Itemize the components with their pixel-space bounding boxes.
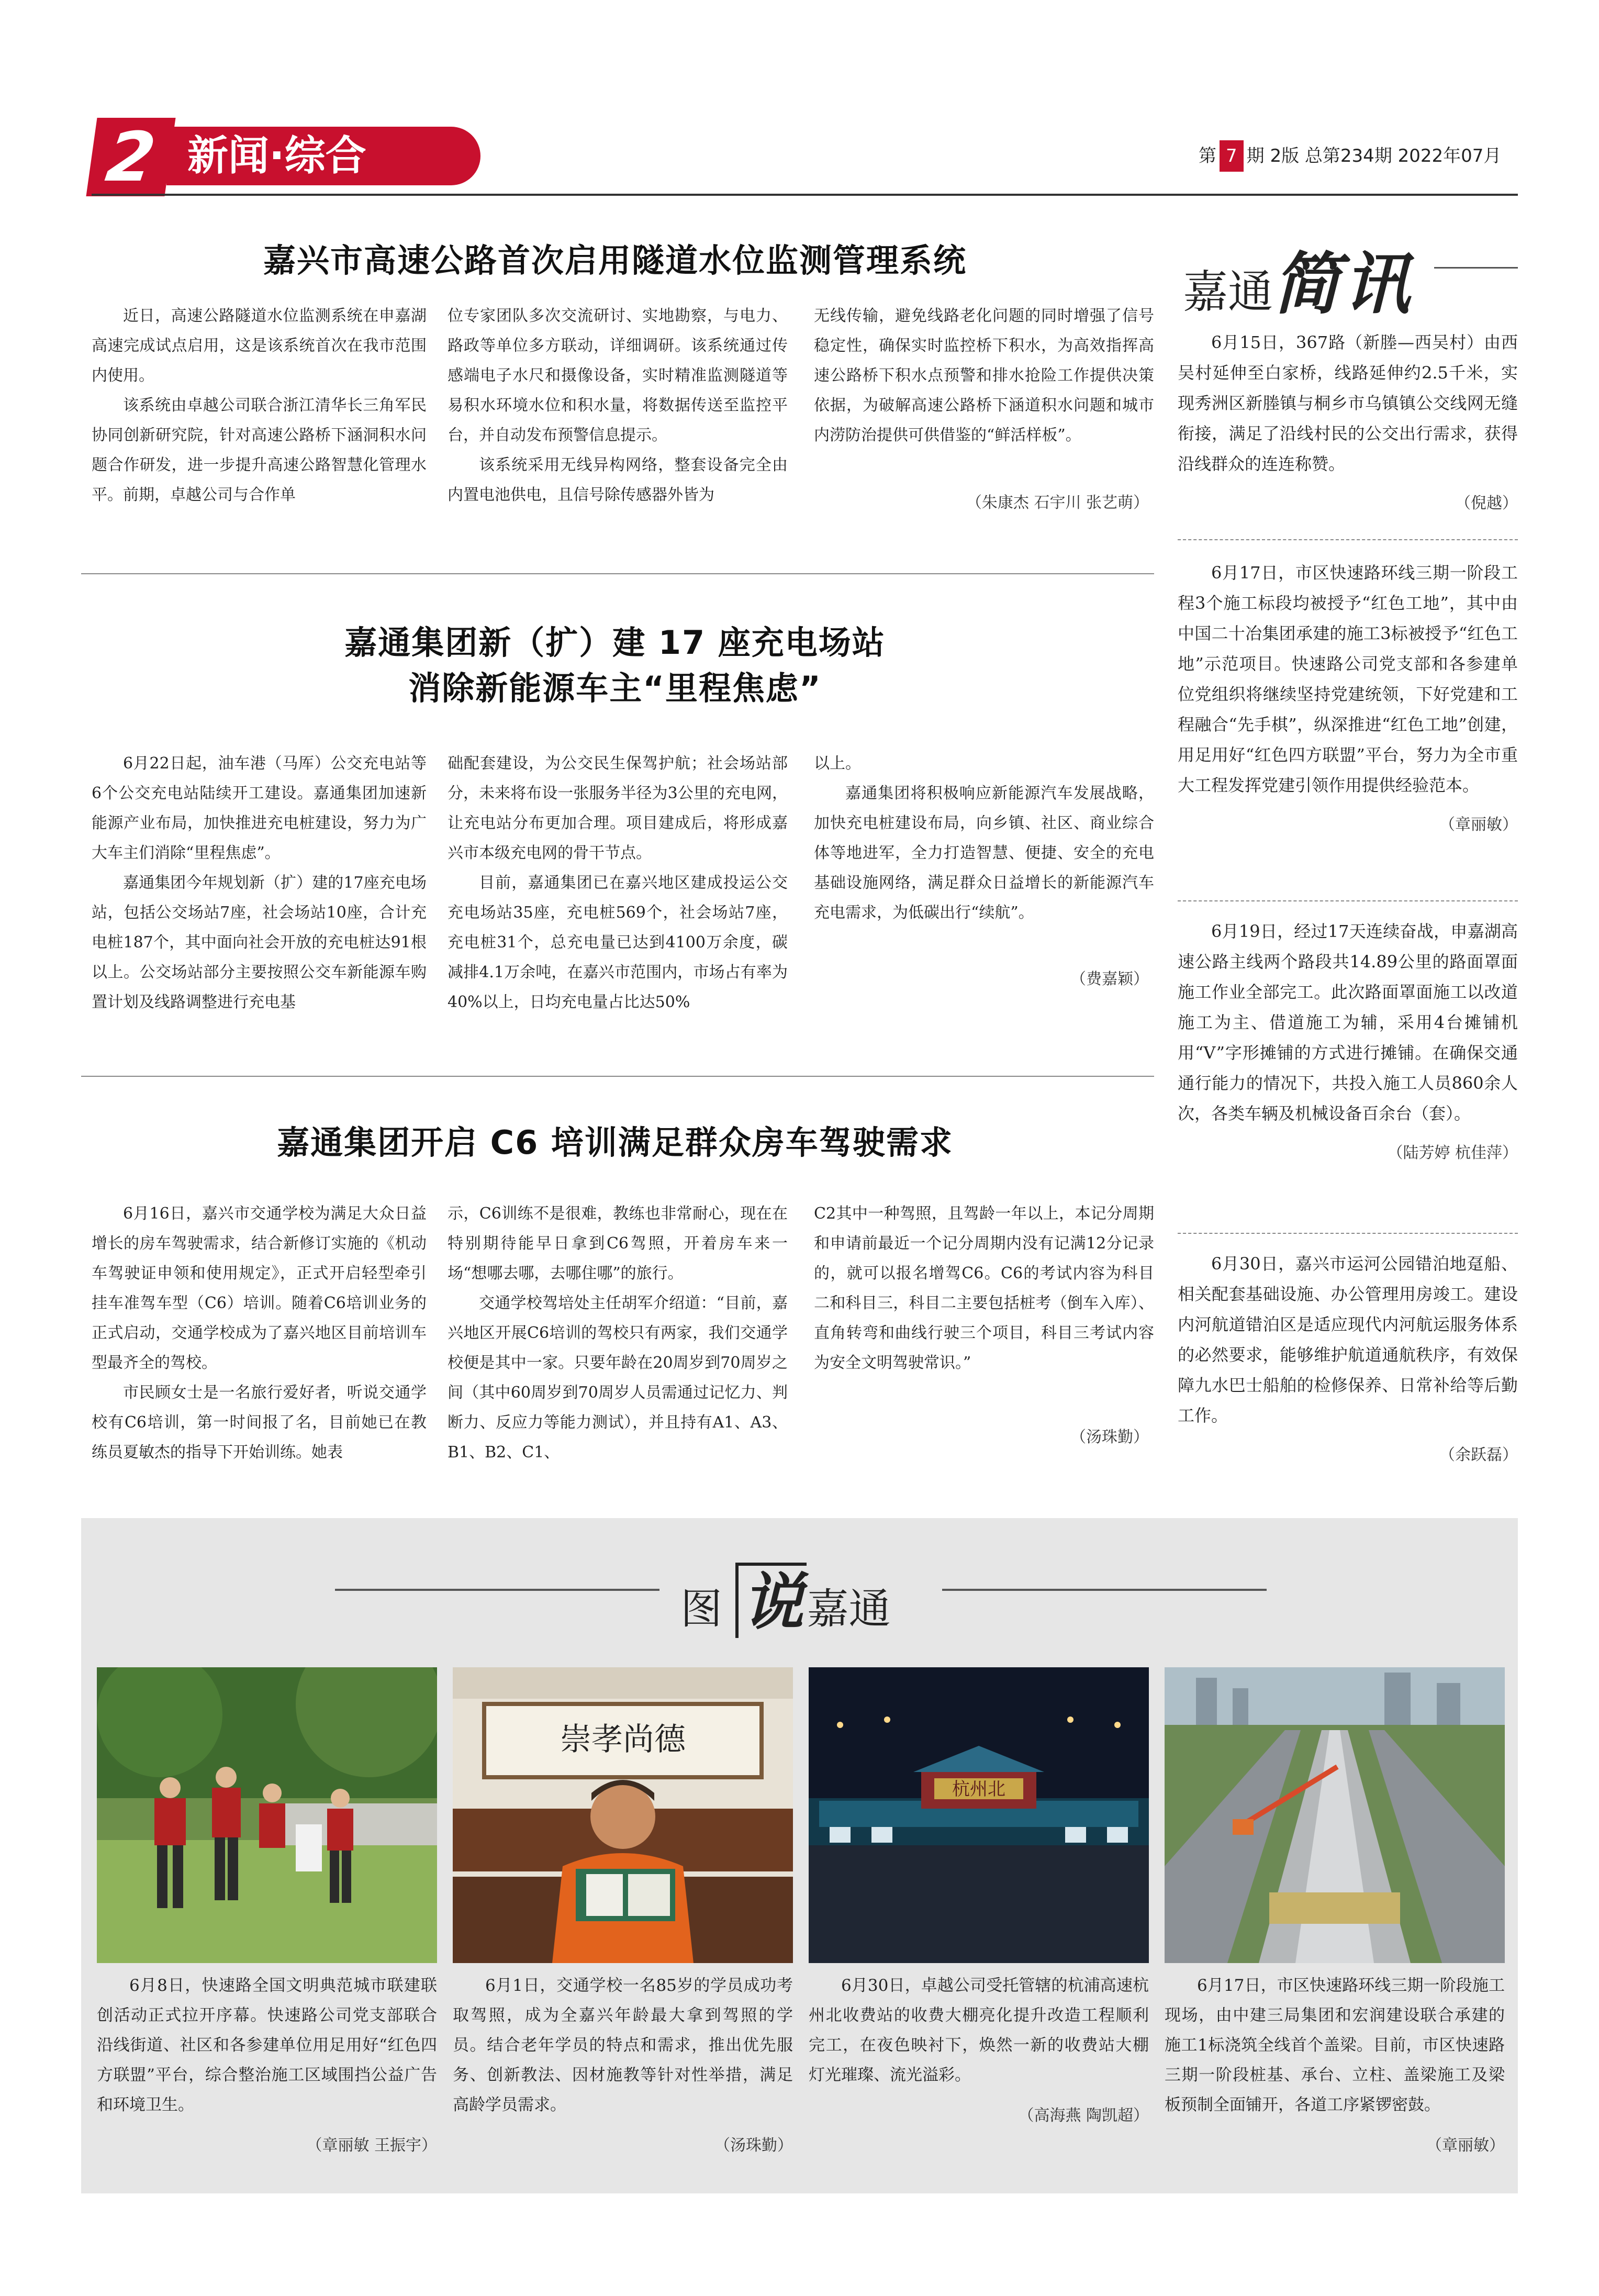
brief-divider [1178, 1233, 1518, 1234]
photo-caption [1165, 1971, 1505, 2160]
caption-text: 6月17日，市区快速路环线三期一阶段施工现场，由中建三局集团和宏润建设联合承建的施工1标浇筑全线首个盖梁。目前，市区快速路三期一阶段桩基、承台、立柱、盖梁施工及梁板预制全面铺开，各道工序紧锣密鼓。 [1165, 1976, 1505, 2114]
page-number: 2 [86, 118, 175, 196]
brief-item [1178, 916, 1518, 1168]
brief-item [1178, 558, 1518, 840]
paragraph: C2其中一种驾照，且驾龄一年以上，本记分周期和申请前最近一个记分周期内没有记满12分记录的，就可以报名增驾C6。C6的考试内容为科目二和科目三，科目二主要包括桩考（倒车入库）、直角转弯和曲线行驶三个项目，科目三考试内容为安全文明驾驶常识。” [814, 1205, 1154, 1372]
photo-elderly-student [453, 1667, 793, 1963]
photo-expressway [1165, 1667, 1505, 1963]
brief-byline: （倪越） [1455, 494, 1518, 512]
paragraph: 该系统采用无线异构网络，整套设备完全由内置电池供电，且信号除传感器外皆为 [448, 456, 788, 504]
brief-item [1178, 1249, 1518, 1470]
paragraph: 以上。 [814, 754, 861, 773]
paragraph: 目前，嘉通集团已在嘉兴地区建成投运公交充电场站35座，充电桩569个，社会场站7座，充电桩31个，总充电量已达到4100万余度，碳减排4.1万余吨，在嘉兴市范围内，市场占有率为40%以上，日均充电量占比达50% [448, 874, 788, 1011]
calligraphy-text: 崇孝尚德 [560, 1721, 686, 1758]
article3-headline: 嘉通集团开启 C6 培训满足群众房车驾驶需求 [277, 1123, 953, 1162]
sidebar-title-small: 嘉通 [1183, 266, 1273, 318]
paragraph: 础配套建设，为公交民生保驾护航；社会场站部分，未来将布设一张服务半径为3公里的充电网，让充电站分布更加合理。项目建成后，将形成嘉兴市本级充电网的骨干节点。 [448, 754, 788, 862]
sidebar-title-big: 简讯 [1273, 245, 1414, 324]
toll-sign-text: 杭州北 [952, 1779, 1005, 1800]
article2-col3 [814, 749, 1154, 928]
brief-text: 6月30日，嘉兴市运河公园错泊地趸船、相关配套基础设施、办公管理用房竣工。建设内河航道错泊区是适应现代内河航运服务体系的必然要求，能够维护航道通航秩序，有效保障九水巴士船舶的检修保养、日常补给等后勤工作。 [1178, 1254, 1518, 1425]
paragraph: 示，C6训练不是很难，教练也非常耐心，现在在特别期待能早日拿到C6驾照，开着房车来一场“想哪去哪，去哪住哪”的旅行。 [448, 1205, 788, 1283]
brief-item [1178, 327, 1518, 519]
expressway-image [1165, 1667, 1505, 1963]
toll-station-image [809, 1667, 1149, 1963]
photo-title-rule-left [335, 1589, 659, 1591]
article1-headline: 嘉兴市高速公路首次启用隧道水位监测管理系统 [263, 241, 967, 280]
article3-col1 [92, 1199, 427, 1467]
photo-caption [97, 1971, 437, 2160]
article2-headline-line1: 嘉通集团新（扩）建 17 座充电场站 [344, 623, 886, 662]
caption-byline: （汤珠勤） [714, 2136, 793, 2155]
photo-title-right: 嘉通 [807, 1585, 891, 1633]
paragraph: 交通学校驾培处主任胡军介绍道：“目前，嘉兴地区开展C6培训的驾校只有两家，我们交通学校便是其中一家。只要年龄在20周岁到70周岁之间（其中60周岁到70周岁人员需通过记忆力、判断力、反应力等能力测试），并且持有A1、A3、B1、B2、C1、 [448, 1294, 788, 1462]
article1-col2 [448, 301, 788, 510]
section-title: 新闻·综合 [166, 127, 480, 185]
photo-toll-station [809, 1667, 1149, 1963]
paragraph: 无线传输，避免线路老化问题的同时增强了信号稳定性，确保实时监控桥下积水，为高效指挥高速公路桥下积水点预警和排水抢险工作提供决策依据，为破解高速公路桥下涵道积水问题和城市内涝防治提供可供借鉴的“鲜活样板”。 [814, 307, 1154, 444]
caption-text: 6月8日，快速路全国文明典范城市联建联创活动正式拉开序幕。快速路公司党支部联合沿线街道、社区和各参建单位用足用好“红色四方联盟”平台，综合整治施工区域围挡公益广告和环境卫生。 [97, 1976, 437, 2114]
issue-prefix: 第 [1199, 146, 1216, 166]
paragraph: 该系统由卓越公司联合浙江清华长三角军民协同创新研究院，针对高速公路桥下涵洞积水问题合作研发，进一步提升高速公路智慧化管理水平。前期，卓越公司与合作单 [92, 396, 427, 504]
student-image [453, 1667, 793, 1963]
photo-caption [809, 1971, 1149, 2131]
caption-byline: （高海燕 陶凯超） [1018, 2106, 1149, 2125]
sidebar-title [1183, 230, 1413, 327]
article3-col3 [814, 1199, 1154, 1378]
brief-text: 6月19日，经过17天连续奋战，申嘉湖高速公路主线两个路段共14.89公里的路面罩面施工作业全部完工。此次路面罩面施工以改道施工为主、借道施工为辅，采用4台摊铺机用“V”字形摊铺的方式进行摊铺。在确保交通通行能力的情况下，共投入施工人员860余人次，各类车辆及机械设备百余台（套）。 [1178, 921, 1518, 1123]
photo-title-left: 图 [680, 1585, 722, 1633]
article1-byline: （朱康杰 石宇川 张艺萌） [966, 494, 1149, 512]
article2-headline-line2: 消除新能源车主“里程焦虑” [408, 669, 822, 707]
brief-byline: （章丽敏） [1439, 816, 1518, 834]
photo-section-title [680, 1552, 890, 1641]
brief-byline: （余跃磊） [1439, 1446, 1518, 1464]
article1-col3 [814, 301, 1154, 450]
sidebar-title-rule [1434, 267, 1518, 269]
paragraph: 位专家团队多次交流研讨、实地勘察，与电力、路政等单位多方联动，详细调研。该系统通过传感端电子水尺和摄像设备，实时精准监测隧道等易积水环境水位和积水量，将数据传送至监控平台，并自动发布预警信息提示。 [448, 307, 788, 444]
brief-text: 6月17日，市区快速路环线三期一阶段工程3个施工标段均被授予“红色工地”，其中由中国二十冶集团承建的施工3标被授予“红色工地”示范项目。快速路公司党支部和各参建单位党组织将继续坚持党建统领，下好党建和工程融合“先手棋”，纵深推进“红色工地”创建，用足用好“红色四方联盟”平台，努力为全市重大工程发挥党建引领作用提供经验范本。 [1178, 563, 1518, 795]
caption-text: 6月30日，卓越公司受托管辖的杭浦高速杭州北收费站的收费大棚亮化提升改造工程顺利完工，在夜色映衬下，焕然一新的收费站大棚灯光璀璨、流光溢彩。 [809, 1976, 1149, 2085]
paragraph: 嘉通集团将积极响应新能源汽车发展战略，加快充电桩建设布局，向乡镇、社区、商业综合体等地进军，全力打造智慧、便捷、安全的充电基础设施网络，满足群众日益增长的新能源汽车充电需求，为低碳出行“续航”。 [814, 784, 1154, 922]
brief-text: 6月15日，367路（新塍—西吴村）由西吴村延伸至白家桥，线路延伸约2.5千米，实现秀洲区新塍镇与桐乡市乌镇镇公交线网无缝衔接，满足了沿线村民的公交出行需求，获得沿线群众的连连称赞。 [1178, 332, 1518, 474]
photo-title-rule-right [942, 1589, 1267, 1591]
photo-title-mid: 说 [735, 1563, 807, 1638]
article1-col1 [92, 301, 427, 510]
issue-info [1199, 140, 1501, 172]
issue-suffix: 期 2版 总第234期 2022年07月 [1246, 146, 1502, 166]
divider [81, 573, 1154, 574]
brief-divider [1178, 539, 1518, 540]
photo-caption [453, 1971, 793, 2160]
paragraph: 6月22日起，油车港（马厍）公交充电站等6个公交充电站陆续开工建设。嘉通集团加速新能源产业布局，加快推进充电桩建设，努力为广大车主们消除“里程焦虑”。 [92, 754, 427, 862]
issue-number: 7 [1220, 140, 1244, 172]
article2-col2 [448, 749, 788, 1017]
header-rule [92, 194, 1518, 196]
divider [81, 1076, 1154, 1077]
paragraph: 市民顾女士是一名旅行爱好者，听说交通学校有C6培训，第一时间报了名，目前她已在教练员夏敏杰的指导下开始训练。她表 [92, 1384, 427, 1462]
caption-byline: （章丽敏 王振宇） [306, 2136, 437, 2155]
caption-byline: （章丽敏） [1426, 2136, 1505, 2155]
article2-col1 [92, 749, 427, 1017]
brief-byline: （陆芳婷 杭佳萍） [1387, 1144, 1518, 1162]
paragraph: 近日，高速公路隧道水位监测系统在申嘉湖高速完成试点启用，这是该系统首次在我市范围内使用。 [92, 307, 427, 385]
photo-volunteers [97, 1667, 437, 1963]
paragraph: 6月16日，嘉兴市交通学校为满足大众日益增长的房车驾驶需求，结合新修订实施的《机动车驾驶证申领和使用规定》，正式开启轻型牵引挂车准驾车型（C6）培训。随着C6培训业务的正式启动，交通学校成为了嘉兴地区目前培训车型最齐全的驾校。 [92, 1205, 427, 1372]
volunteers-image [97, 1667, 437, 1963]
article3-col2 [448, 1199, 788, 1467]
brief-divider [1178, 900, 1518, 901]
paragraph: 嘉通集团今年规划新（扩）建的17座充电场站，包括公交场站7座，社会场站10座，合计充电桩187个，其中面向社会开放的充电桩达91根以上。公交场站部分主要按照公交车新能源车购置计划及线路调整进行充电基 [92, 874, 427, 1011]
article3-byline: （汤珠勤） [1070, 1428, 1149, 1446]
article2-byline: （费嘉颖） [1070, 970, 1149, 988]
caption-text: 6月1日，交通学校一名85岁的学员成功考取驾照，成为全嘉兴年龄最大拿到驾照的学员。结合老年学员的特点和需求，推出优先服务、创新教法、因材施教等针对性举措，满足高龄学员需求。 [453, 1976, 793, 2114]
